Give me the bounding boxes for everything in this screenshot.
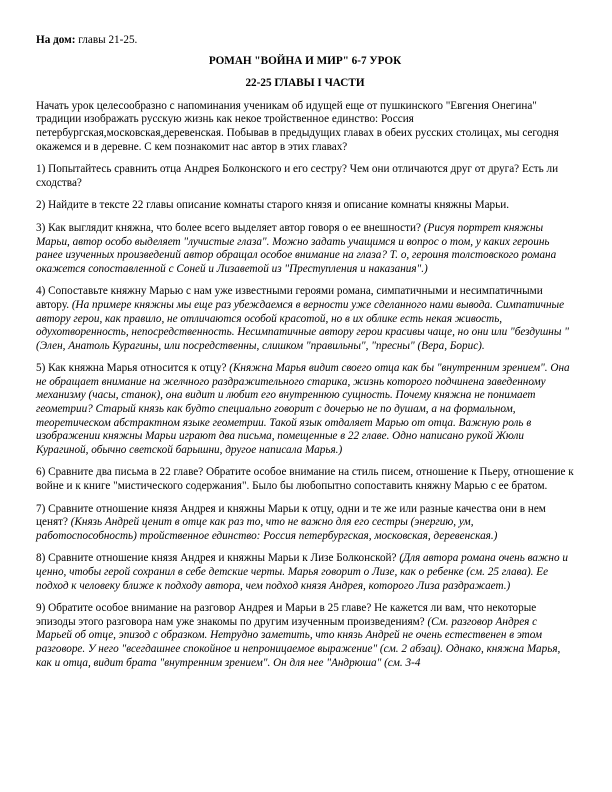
- question-text: 2) Найдите в тексте 22 главы описание комнаты старого князя и описание комнаты княжны Марьи.: [36, 199, 510, 212]
- question-8: [36, 552, 574, 593]
- question-comment: (На примере княжны мы еще раз убеждаемся в верности уже сделанного нами вывода. Симпатичные автору герои, как правило, не отличаются особой красотой, но в их облике есть некая живость, одухотворенность, непосредственность. Несимпатичные автору герои красивы чаще, но они или "бездушны "(Элен, Анатоль Курагины, или посредственны, слишком "правильны", "пресны" (Вера, Борис).: [36, 298, 569, 352]
- question-text: 1) Попытайтесь сравнить отца Андрея Болконского и его сестру? Чем они отличаются друг от друга? Есть ли сходства?: [36, 163, 559, 189]
- question-5: [36, 362, 574, 457]
- question-comment: (Князь Андрей ценит в отце как раз то, что не важно для его сестры (энергию, ум, работоспособность) тройственное единство: Россия петербургская, московская, деревенская.): [36, 516, 498, 542]
- question-text: 7) Сравните отношение князя Андрея и княжны Марьи к отцу, одни и те же или разные качества они в нем ценят?: [36, 502, 546, 529]
- paragraph-intro: [36, 100, 574, 154]
- page-title: РОМАН "ВОЙНА И МИР" 6-7 УРОК: [208, 54, 402, 67]
- page-subtitle: 22-25 ГЛАВЫ I ЧАСТИ: [245, 77, 365, 90]
- question-9: [36, 602, 574, 670]
- question-6: [36, 466, 574, 493]
- question-text: 5) Как княжна Марья относится к отцу?: [36, 362, 230, 375]
- question-comment: (См. разговор Андрея с Марьей об отце, эпизод с образком. Нетрудно заметить, что князь Андрей не очень естественен в этом разговоре. У него "всегдашнее спокойное и непроницаемое выражение" (см. 2 абзац). Однако, княжна Марья, как и отца, видит брата "внутренним зрением". Он для нее "Андрюша" (см. 3-4: [36, 615, 561, 669]
- question-3: [36, 222, 574, 276]
- homework-text: главы 21-25.: [75, 34, 138, 46]
- question-7: [36, 503, 574, 544]
- question-text: 9) Обратите особое внимание на разговор Андрея и Марьи в 25 главе? Не кажется ли вам, что некоторые эпизоды этого разговора нам уже знакомы по другим изученным произведениям?: [36, 602, 537, 628]
- question-text: 3) Как выглядит княжна, что более всего выделяет автор говоря о ее внешности?: [36, 221, 424, 234]
- homework-label: На дом:: [36, 34, 76, 46]
- question-text: 6) Сравните два письма в 22 главе? Обратите особое внимание на стиль писем, отношение к Пьеру, отношение к войне и к книге "мистического содержания". Было бы любопытно сопоставить княжну Марью с ее братом.: [36, 466, 574, 493]
- document-body: [36, 34, 574, 679]
- question-comment: (Для автора романа очень важно и ценно, чтобы герой сохранил в себе детские черты. Марья говорит о Лизе, как о ребенке (см. 25 глава). Ее подход к человеку ближе к подходу автора, чем подход князя Андрея, которого Лиза раздражает.): [36, 552, 568, 592]
- question-text: 8) Сравните отношение князя Андрея и княжны Марьи к Лизе Болконской?: [36, 552, 400, 565]
- question-2: [36, 199, 574, 213]
- question-1: [36, 163, 574, 190]
- question-comment: (Княжна Марья видит своего отца как бы "внутренним зрением". Она не обращает внимание на желчного раздражительного старика, жизнь которого подчинена заведенному механизму (часы, станок), она видит и любит его внутреннюю сущность. Почему княжна не понимает геометрии? Старый князь как будто специально говорит с дочерью не по душам, а на формальном, теоретическом абстрактном языке геометрии. Такой язык отдаляет Марью от отца. Важную роль в изображении княжны Марьи играют два письма, помещенные в 22 главе. Одно написано рукой Жюли Курагиной, обычно светской барышни, другое написала Марья.): [36, 362, 570, 456]
- question-comment: (Рисуя портрет княжны Марьи, автор особо выделяет "лучистые глаза". Можно задать учащимся и вопрос о том, у каких героинь ранее изученных произведений автор обращал особое внимание на глаза? Т. о, героиня толстовского романа окажется сопоставленной с Соней и Лизаветой из "Преступления и наказания".): [36, 221, 557, 275]
- question-text: 4) Сопоставьте княжну Марью с нам уже известными героями романа, симпатичными и несимпатичными автору.: [36, 285, 543, 311]
- question-4: [36, 285, 574, 353]
- paragraph-text: Начать урок целесообразно с напоминания ученикам об идущей еще от пушкинского "Евгения Онегина" традиции изображать русскую жизнь как некое тройственное единство: Россия петербургская,московская,деревенская. Побывав в предыдущих главах в обеих русских столицах, мы сегодня окажемся и в деревне. С кем познакомит нас автор в этих главах?: [36, 99, 559, 153]
- homework-line: [36, 34, 574, 48]
